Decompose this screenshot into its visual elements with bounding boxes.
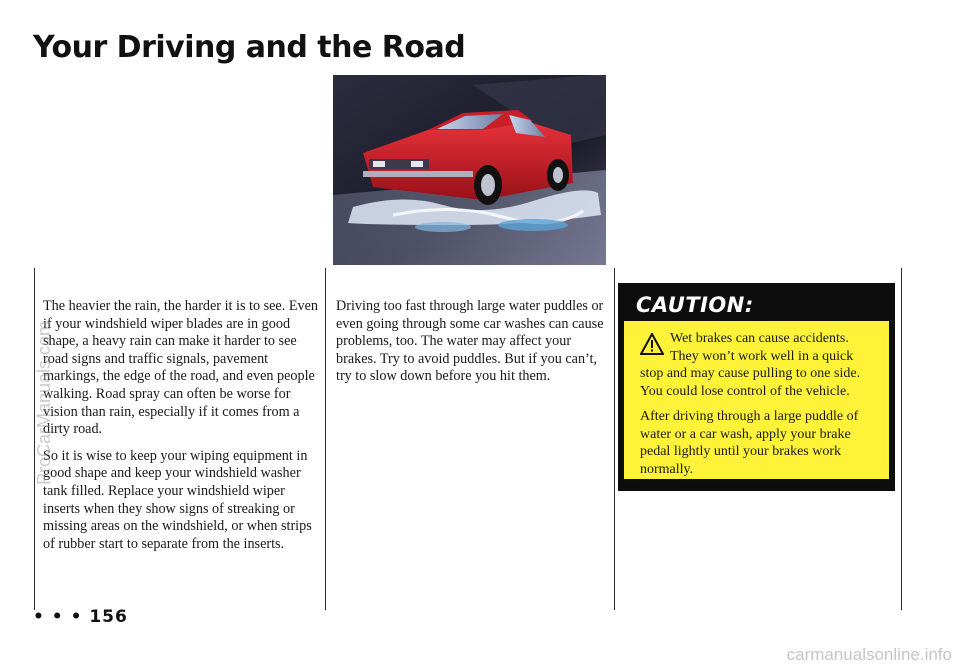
body-column-1 [43, 298, 319, 562]
caution-paragraph: After driving through a large puddle of water or a car wash, apply your brake pedal lightly until your brakes work normally. [640, 409, 859, 477]
paragraph: Driving too fast through large water puddles or even going through some car washes can cause problems, too. The water may affect your brakes. Try to avoid puddles. But if you can’t, try to slow down before you hit them. [336, 298, 604, 385]
page-title: Your Driving and the Road [33, 30, 466, 65]
column-rule-right [614, 268, 615, 610]
caution-box [618, 283, 895, 491]
car-illustration [333, 75, 606, 265]
red-car-through-puddle-illustration [333, 75, 606, 265]
paragraph: The heavier the rain, the harder it is to see. Even if your windshield wiper blades are in good shape, a heavy rain can make it harder to see road signs and traffic signals, pavement markings, the edge of the road, and even people walking. Road spray can often be worse for vision than rain, especially if it comes from a dirty road. [43, 298, 318, 438]
caution-panel [624, 321, 889, 479]
body-column-2 [336, 298, 604, 395]
side-watermark: ProCarManuals.com [34, 320, 54, 485]
caution-heading: CAUTION: [636, 293, 754, 317]
paragraph: So it is wise to keep your wiping equipment in good shape and keep your windshield washer tank filled. Replace your windshield wiper inserts when they show signs of streaking or missing areas on the windshield, or when strips of rubber start to separate from the inserts. [43, 447, 312, 552]
column-rule-far-right [901, 268, 902, 610]
warning-triangle-icon [640, 333, 664, 355]
footer-watermark: carmanualsonline.info [786, 645, 952, 664]
column-rule-middle [325, 268, 326, 610]
page-number: • • • 156 [33, 607, 128, 627]
caution-paragraph: Wet brakes can cause accidents. They won’t work well in a quick stop and may cause pulling to one side. You could lose control of the vehicle. [640, 331, 861, 399]
